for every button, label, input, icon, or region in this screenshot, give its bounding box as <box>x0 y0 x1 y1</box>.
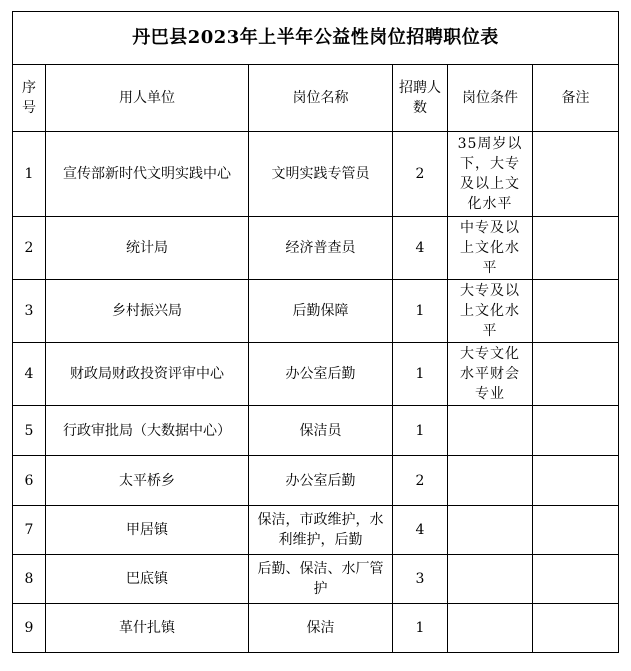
cell-remark <box>533 506 619 555</box>
cell-condition: 大专及以上文化水平 <box>448 280 533 343</box>
cell-position: 办公室后勤 <box>249 343 393 406</box>
cell-count: 4 <box>393 217 448 280</box>
cell-count: 1 <box>393 604 448 653</box>
cell-count: 1 <box>393 280 448 343</box>
cell-count: 3 <box>393 555 448 604</box>
table-row <box>13 604 619 653</box>
cell-unit: 宣传部新时代文明实践中心 <box>46 132 249 217</box>
cell-count: 2 <box>393 456 448 506</box>
cell-unit: 甲居镇 <box>46 506 249 555</box>
cell-seq: 6 <box>13 456 46 506</box>
cell-seq: 4 <box>13 343 46 406</box>
cell-position: 文明实践专管员 <box>249 132 393 217</box>
cell-position: 办公室后勤 <box>249 456 393 506</box>
cell-remark <box>533 343 619 406</box>
header-count: 招聘人数 <box>393 65 448 132</box>
cell-position: 保洁 <box>249 604 393 653</box>
cell-condition: 大专文化水平财会专业 <box>448 343 533 406</box>
cell-seq: 8 <box>13 555 46 604</box>
table-title: 丹巴县2023年上半年公益性岗位招聘职位表 <box>13 12 619 65</box>
cell-remark <box>533 456 619 506</box>
cell-remark <box>533 132 619 217</box>
table-row <box>13 456 619 506</box>
cell-unit: 统计局 <box>46 217 249 280</box>
cell-unit: 财政局财政投资评审中心 <box>46 343 249 406</box>
cell-condition <box>448 555 533 604</box>
header-unit: 用人单位 <box>46 65 249 132</box>
header-condition: 岗位条件 <box>448 65 533 132</box>
header-position: 岗位名称 <box>249 65 393 132</box>
cell-count: 1 <box>393 406 448 456</box>
cell-count: 2 <box>393 132 448 217</box>
cell-remark <box>533 280 619 343</box>
cell-position: 后勤、保洁、水厂管护 <box>249 555 393 604</box>
cell-seq: 9 <box>13 604 46 653</box>
cell-count: 1 <box>393 343 448 406</box>
cell-seq: 3 <box>13 280 46 343</box>
cell-remark <box>533 406 619 456</box>
cell-position: 经济普查员 <box>249 217 393 280</box>
table-row <box>13 555 619 604</box>
cell-seq: 1 <box>13 132 46 217</box>
cell-seq: 7 <box>13 506 46 555</box>
table-row <box>13 343 619 406</box>
cell-unit: 乡村振兴局 <box>46 280 249 343</box>
header-remark: 备注 <box>533 65 619 132</box>
cell-unit: 太平桥乡 <box>46 456 249 506</box>
cell-unit: 革什扎镇 <box>46 604 249 653</box>
cell-remark <box>533 555 619 604</box>
table-row <box>13 406 619 456</box>
cell-condition <box>448 506 533 555</box>
header-seq: 序号 <box>13 65 46 132</box>
cell-position: 保洁，市政维护，水利维护，后勤 <box>249 506 393 555</box>
cell-unit: 行政审批局（大数据中心） <box>46 406 249 456</box>
table-row <box>13 280 619 343</box>
table-row <box>13 506 619 555</box>
cell-condition: 35周岁以下，大专及以上文化水平 <box>448 132 533 217</box>
cell-condition <box>448 456 533 506</box>
recruitment-table <box>12 11 619 653</box>
cell-remark <box>533 217 619 280</box>
cell-position: 保洁员 <box>249 406 393 456</box>
cell-condition <box>448 406 533 456</box>
cell-condition: 中专及以上文化水平 <box>448 217 533 280</box>
cell-seq: 5 <box>13 406 46 456</box>
cell-remark <box>533 604 619 653</box>
cell-seq: 2 <box>13 217 46 280</box>
cell-unit: 巴底镇 <box>46 555 249 604</box>
cell-position: 后勤保障 <box>249 280 393 343</box>
cell-condition <box>448 604 533 653</box>
table-row <box>13 217 619 280</box>
table-row <box>13 132 619 217</box>
cell-count: 4 <box>393 506 448 555</box>
